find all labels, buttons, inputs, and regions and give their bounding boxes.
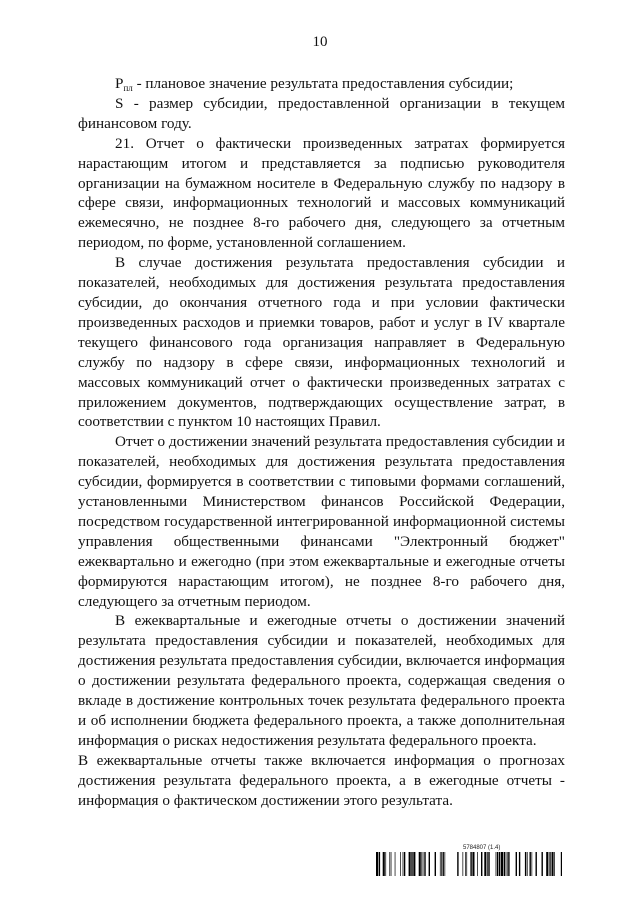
barcode-bar [501,852,503,876]
formula-definition-text: - плановое значение результата предоставления субсидии; [132,75,514,92]
paragraph-21: 21. Отчет о фактически произведенных затратах формируется нарастающим итогом и представляется за подписью руководителя организации на бумажном носителе в Федеральную службу по надзору в сфере связи, информационных технологий и массовых коммуникаций ежемесячно, не позднее 8-го рабочего дня, следующего за отчетным периодом, по форме, установленной соглашением. [78,134,565,252]
formula-symbol: P [115,75,124,92]
barcode-bar [391,852,392,876]
barcode-bar [419,852,421,876]
document-body [78,74,565,811]
barcode-bar [395,852,396,876]
formula-definition-paragraph [78,74,565,94]
barcode-bar [552,852,554,876]
barcode-bar [527,852,528,876]
barcode-bar [496,852,497,876]
barcode-bar [525,852,526,876]
barcode-image [376,852,562,876]
barcode-bar [519,852,520,876]
barcode-bar [423,852,424,876]
barcode-bar [550,852,551,876]
barcode-bar [424,852,425,876]
barcode-bar [487,852,488,876]
barcode-bar [379,852,380,876]
barcode-bar [549,852,550,876]
barcode-bar [465,852,466,876]
barcode-bar [463,852,464,876]
barcode-bar [411,852,412,876]
barcode-bar [385,852,386,876]
barcode-bar [532,852,533,876]
barcode-bar [516,852,517,876]
barcode-bar [472,852,474,876]
barcode-bar [504,852,505,876]
barcode-bar [466,852,467,876]
barcode-bar [389,852,390,876]
barcode-bar [445,852,446,876]
barcode-bar [400,852,401,876]
formula-subscript: пл [123,83,133,93]
barcode-bar [440,852,441,876]
paragraph-forecasts: В ежеквартальные отчеты также включается информация о прогнозах достижения результата федерального проекта, а в ежегодные отчеты - информация о фактическом достижении этого результата. [78,751,565,809]
barcode-bar [484,852,486,876]
barcode-bar [507,852,508,876]
barcode-bar [546,852,548,876]
paragraph-achievement-report: Отчет о достижении значений результата предоставления субсидии и показателей, необходимых для достижения результата предоставления субсидии, формируется в соответствии с типовыми формами соглашений, установленными Министерством финансов Российской Федерации, посредством государственной интегрированной информационной системы управления общественными финансами "Электронный бюджет" ежеквартально и ежегодно (при этом ежеквартальные и ежегодные отчеты формируются нарастающим итогом), не позднее 8-го рабочего дня, следующего за отчетным периодом. [78,433,565,610]
barcode-bar [554,852,555,876]
barcode-bar [488,852,489,876]
page-number: 10 [312,34,328,50]
barcode-bar [425,852,426,876]
barcode-bar [403,852,404,876]
barcode-bar [376,852,378,876]
barcode-bar [435,852,436,876]
barcode-bar [383,852,385,876]
barcode-bar [561,852,562,876]
barcode-bar [508,852,509,876]
paragraph-quarterly-reports: В ежеквартальные и ежегодные отчеты о достижении значений результата предоставления субсидии и показателей, необходимых для достижения результата предоставления субсидии, включается информация о достижении результата федерального проекта, содержащая сведения о вкладе в достижение контрольных точек результата федерального проекта и об исполнении бюджета федерального проекта, а также дополнительная информация о рисках недостижения результата федерального проекта. [78,612,565,749]
barcode-bar [429,852,430,876]
barcode-bar [542,852,543,876]
barcode-bar [441,852,442,876]
barcode-bar [497,852,498,876]
barcode-bar [499,852,500,876]
barcode-bar [421,852,422,876]
barcode-bar [413,852,415,876]
barcode-bar [536,852,537,876]
barcode-bar [481,852,482,876]
barcode-bar [443,852,444,876]
barcode-bar [404,852,405,876]
paragraph-early-achievement: В случае достижения результата предоставления субсидии и показателей, необходимых для достижения результата предоставления субсидии, до окончания отчетного года и при условии фактически произведенных расходов и приемки товаров, работ и услуг в IV квартале текущего финансового года организация направляет в Федеральную службу по надзору в сфере связи, информационных технологий и массовых коммуникаций отчет о фактически произведенных затратах с приложением документов, подтверждающих осуществление затрат, в соответствии с пунктом 10 настоящих Правил. [78,254,565,431]
barcode-bar [457,852,458,876]
paragraph-subsidy-size: S - размер субсидии, предоставленной организации в текущем финансовом году. [78,94,565,132]
document-code: 5784807 (1.4) [463,845,501,851]
barcode-bar [470,852,471,876]
barcode-bar [530,852,531,876]
barcode-bar [477,852,478,876]
barcode-bar [506,852,507,876]
barcode-bar [409,852,411,876]
